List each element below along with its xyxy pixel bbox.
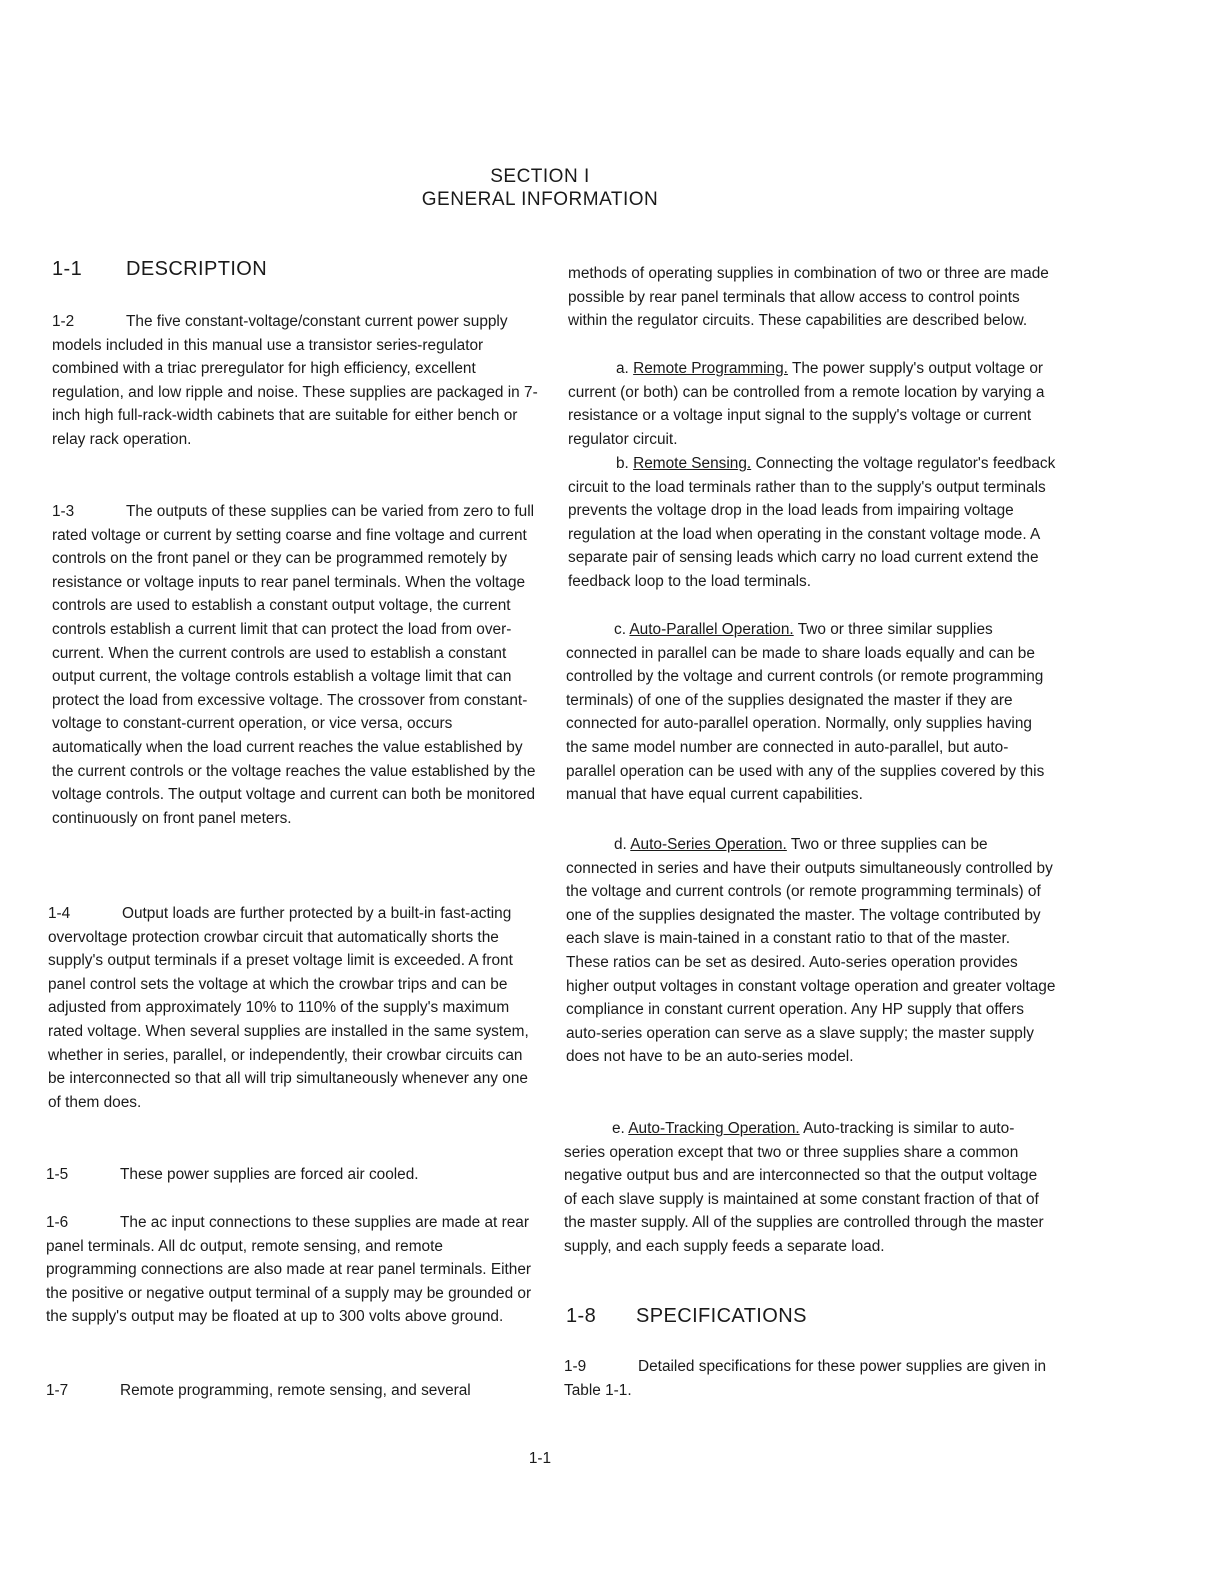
paragraph-number: 1-5 bbox=[46, 1166, 69, 1183]
paragraph-1-5 bbox=[46, 1163, 536, 1187]
specifications-heading bbox=[566, 1305, 807, 1328]
paragraph-1-7-continued: methods of operating supplies in combination of two or three are made possible by rear panel terminals that allow access to control points within the regulator circuits. These capabilities are described below. bbox=[568, 265, 1049, 330]
paragraph-number: 1-4 bbox=[48, 905, 71, 922]
paragraph-number: 1-9 bbox=[564, 1358, 587, 1375]
capability-letter: a. bbox=[616, 360, 629, 377]
paragraph-text: Remote programming, remote sensing, and several bbox=[120, 1382, 471, 1399]
description-heading bbox=[52, 258, 267, 281]
capability-auto-parallel bbox=[566, 618, 1056, 807]
capability-letter: d. bbox=[614, 836, 627, 853]
section-title: GENERAL INFORMATION bbox=[421, 189, 659, 210]
capability-auto-tracking bbox=[564, 1117, 1054, 1259]
capability-text: Auto-tracking is similar to auto-series operation except that two or three supplies share a common negative output bus and are interconnected so that the output voltage of each slave supply is maintained at some constant fraction of that of the master supply. All of the supplies are controlled through the master supply, and each supply feeds a separate load. bbox=[564, 1120, 1044, 1255]
capability-title: Remote Programming. bbox=[633, 360, 788, 377]
paragraph-text: These power supplies are forced air cooled. bbox=[120, 1166, 419, 1183]
paragraph-1-7 bbox=[46, 1379, 536, 1403]
capability-title: Auto-Parallel Operation. bbox=[629, 621, 794, 638]
paragraph-text: The outputs of these supplies can be varied from zero to full rated voltage or current by setting coarse and fine voltage and current controls on the front panel or they can be programmed remotely by resistance or voltage inputs to rear panel terminals. When the voltage controls are used to establish a constant output voltage, the current controls establish a current limit that can protect the load from over-current. When the current controls are used to establish a constant output current, the voltage controls establish a voltage limit that can protect the load from excessive voltage. The crossover from constant-voltage to constant-current operation, or vice versa, occurs automatically when the load current reaches the value established by the current controls or the voltage reaches the value established by the voltage controls. The output voltage and current can both be monitored continuously on front panel meters. bbox=[52, 503, 536, 827]
heading-title: SPECIFICATIONS bbox=[636, 1305, 807, 1327]
page-number: 1-1 bbox=[528, 1450, 552, 1467]
capability-letter: b. bbox=[616, 455, 629, 472]
paragraph-text: The five constant-voltage/constant current power supply models included in this manual use a transistor series-regulator combined with a triac preregulator for high efficiency, excellent regulation, and low ripple and noise. These supplies are packaged in 7-inch high full-rack-width cabinets that are suitable for either bench or relay rack operation. bbox=[52, 313, 538, 448]
capability-text: Connecting the voltage regulator's feedback circuit to the load terminals rather than to the supply's output terminals prevents the voltage drop in the load leads from impairing voltage regulation at the load when operating in the constant voltage mode. A separate pair of sensing leads which carry no load current extend the feedback loop to the load terminals. bbox=[568, 455, 1056, 590]
paragraph-text: Output loads are further protected by a built-in fast-acting overvoltage protection crowbar circuit that automatically shorts the supply's output terminals if a preset voltage limit is exceeded. A front panel control sets the voltage at which the crowbar trips and can be adjusted from approximately 10% to 110% of the supply's maximum rated voltage. When several supplies are installed in the same system, whether in series, parallel, or independently, their crowbar circuits can be interconnected so that all will trip simultaneously whenever any one of them does. bbox=[48, 905, 529, 1111]
capability-letter: e. bbox=[612, 1120, 625, 1137]
capability-title: Auto-Series Operation. bbox=[630, 836, 787, 853]
paragraph-text: The ac input connections to these supplies are made at rear panel terminals. All dc output, remote sensing, and remote programming connections are also made at rear panel terminals. Either the positive or negative output terminal of a supply may be grounded or the supply's output may be floated at up to 300 volts above ground. bbox=[46, 1214, 532, 1326]
paragraph-number: 1-2 bbox=[52, 313, 75, 330]
paragraph-1-3 bbox=[52, 500, 542, 830]
paragraph-text: Detailed specifications for these power supplies are given in Table 1-1. bbox=[564, 1358, 1047, 1399]
paragraph-number: 1-6 bbox=[46, 1214, 69, 1231]
heading-number: 1-8 bbox=[566, 1305, 597, 1327]
section-number: SECTION I bbox=[490, 166, 590, 187]
capability-letter: c. bbox=[614, 621, 626, 638]
paragraph-1-6 bbox=[46, 1211, 536, 1329]
paragraph-1-2 bbox=[52, 310, 542, 452]
capability-text: Two or three similar supplies connected in parallel can be made to share loads equally and can be controlled by the voltage and current controls (or remote programming terminals) of one of the supplies designated the master if they are connected for auto-parallel operation. Normally, only supplies having the same model number are connected in auto-parallel, but auto-parallel operation can be used with any of the supplies covered by this manual that have equal current capabilities. bbox=[566, 621, 1045, 804]
paragraph-number: 1-7 bbox=[46, 1382, 69, 1399]
capability-text: Two or three supplies can be connected in series and have their outputs simultaneously controlled by the voltage and current controls (or remote programming terminals) of one of the supplies designated the master. The voltage contributed by each slave is main-tained in a constant ratio to that of the master. These ratios can be set as desired. Auto-series operation provides higher output voltages in constant voltage operation and greater voltage compliance in constant current operation. Any HP supply that offers auto-series operation can serve as a slave supply; the master supply does not have to be an auto-series model. bbox=[566, 836, 1056, 1066]
heading-number: 1-1 bbox=[52, 258, 83, 280]
capability-text: The power supply's output voltage or current (or both) can be controlled from a remote location by varying a resistance or a voltage input signal to the supply's voltage or current regulator circuit. bbox=[568, 360, 1045, 448]
heading-title: DESCRIPTION bbox=[126, 258, 268, 280]
capability-remote-programming bbox=[568, 357, 1058, 451]
paragraph-number: 1-3 bbox=[52, 503, 75, 520]
capability-auto-series bbox=[566, 833, 1056, 1069]
capability-remote-sensing bbox=[568, 452, 1058, 594]
capability-title: Remote Sensing. bbox=[633, 455, 752, 472]
capability-title: Auto-Tracking Operation. bbox=[628, 1120, 800, 1137]
paragraph-1-9 bbox=[564, 1355, 1054, 1402]
paragraph-1-4 bbox=[48, 902, 538, 1114]
